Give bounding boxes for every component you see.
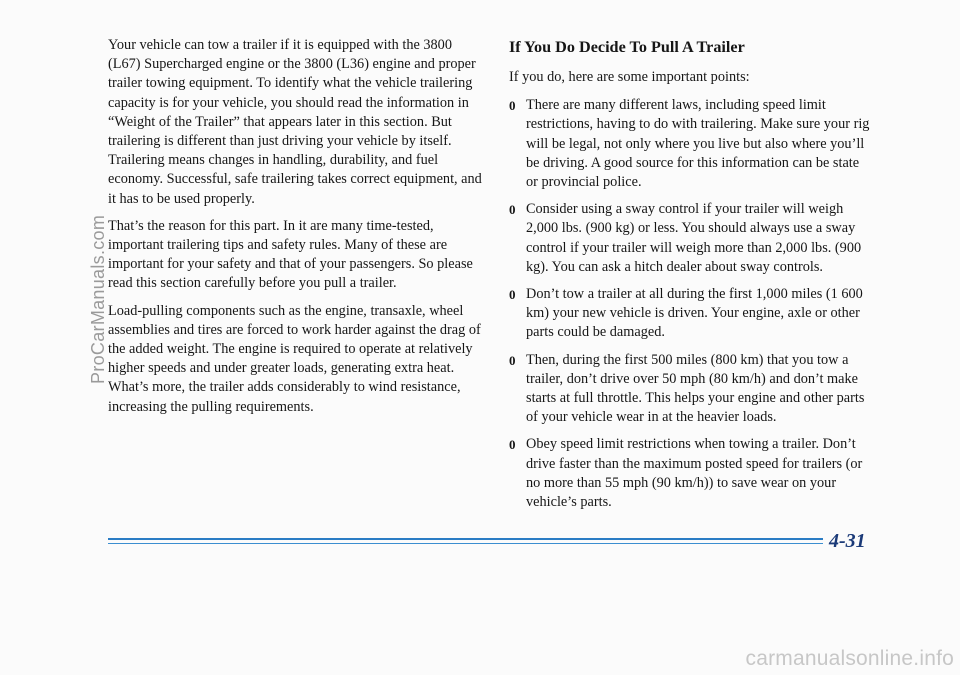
footer-rule (108, 538, 823, 546)
paragraph-load-pulling: Load-pulling components such as the engine, transaxle, wheel assemblies and tires are forced to work harder against the drag of the added weight. The engine is required to operate at relatively higher speeds and under greater loads, generating extra heat. What’s more, the trailer adds considerably to wind resistance, increasing the pulling requirements. (108, 302, 481, 415)
bullet-icon: 0 (509, 202, 516, 218)
paragraph-reason: That’s the reason for this part. In it are many time-tested, important trailering tips and safety rules. Many of these are important for your safety and that of your passengers. So please read this section carefully before you pull a trailer. (108, 217, 473, 292)
bottom-watermark[interactable]: carmanualsonline.info (745, 647, 954, 670)
list-item-text: Don’t tow a trailer at all during the first 1,000 miles (1 600 km) your new vehicle is driven. Your engine, axle or other parts could be damaged. (526, 286, 863, 341)
list-item-text: Then, during the first 500 miles (800 km) that you tow a trailer, don’t drive over 50 mph (80 km/h) and don’t make starts at full throttle. This helps your engine and other parts of your vehicle wear in at the heavier loads. (526, 351, 865, 426)
list-item-text: There are many different laws, including speed limit restrictions, having to do with trailering. Make sure your rig will be legal, not only where you live but also where you’ll be driving. A good source for this information can be state or provincial police. (526, 97, 870, 191)
list-item-text: Obey speed limit restrictions when towing a trailer. Don’t drive faster than the maximum posted speed for trailers (or no more than 55 mph (90 km/h)) to save wear on your vehicle’s parts. (526, 436, 863, 511)
list-item (509, 351, 874, 428)
paragraph-towing-intro: Your vehicle can tow a trailer if it is equipped with the 3800 (L67) Supercharged engine or the 3800 (L36) engine and proper trailer towing equipment. To identify what the vehicle trailering capacity is for your vehicle, you should read the information in “Weight of the Trailer” that appears later in this section. But trailering is different than just driving your vehicle by itself. Trailering means changes in handling, durability, and fuel economy. Successful, safe trailering takes correct equipment, and it has to be used properly. (108, 37, 482, 207)
section-intro: If you do, here are some important points: (509, 69, 750, 85)
list-item (509, 285, 874, 343)
list-item (509, 435, 874, 512)
bullet-icon: 0 (509, 352, 516, 368)
page-number: 4-31 (829, 530, 866, 552)
footer-rule-line-thin (108, 543, 823, 544)
left-column (108, 36, 483, 425)
right-column (509, 36, 874, 520)
footer-rule-line (108, 538, 823, 540)
section-heading: If You Do Decide To Pull A Trailer (509, 38, 745, 56)
list-item (509, 96, 874, 192)
bullet-icon: 0 (509, 287, 516, 303)
important-points-list (509, 96, 874, 512)
side-watermark: ProCarManuals.com (88, 214, 108, 384)
list-item-text: Consider using a sway control if your trailer will weigh 2,000 lbs. (900 kg) or less. You should always use a sway control if your trailer will weigh more than 2,000 lbs. (900 kg). You can ask a hitch dealer about sway controls. (526, 201, 862, 275)
list-item (509, 200, 874, 277)
bullet-icon: 0 (509, 437, 516, 453)
bullet-icon: 0 (509, 98, 516, 114)
